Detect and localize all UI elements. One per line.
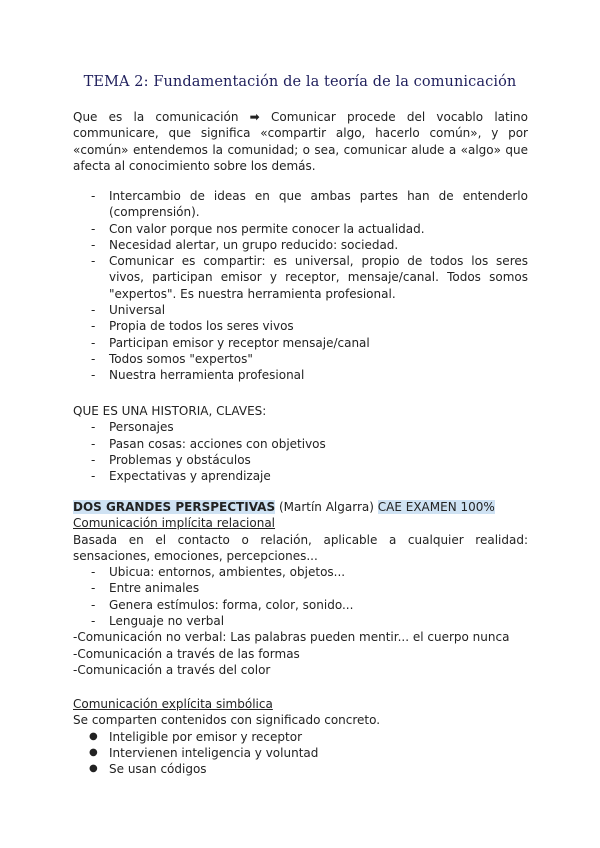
dash-marker: - [91,303,96,318]
list-item-text: Ubicua: entornos, ambientes, objetos... [109,565,346,580]
explicita-section [73,696,528,777]
list-item [73,745,528,761]
list-item-text: Todos somos "expertos" [109,351,253,366]
dash-marker: - [91,335,96,350]
dash-marker: - [91,581,96,596]
list-item [73,237,528,253]
dash-marker: - [91,469,96,484]
perspectivas-heading-line [73,499,528,515]
intro-text: Comunicar procede del vocablo latino communicare, que significa «compartir algo, hacerlo común», y por «común» entendemos la comunidad; o sea, comunicar alude a «algo» que afecta al conocimiento sobre los demás. [73,110,529,173]
list-item-text: Lenguaje no verbal [109,614,225,629]
list-item-text: Problemas y obstáculos [109,452,251,467]
list-item [73,318,528,334]
list-item-text: Necesidad alertar, un grupo reducido: sociedad. [109,237,399,252]
dash-marker: - [91,614,96,629]
communication-list [73,188,528,384]
list-item [73,188,528,221]
list-item-text: Se usan códigos [109,762,207,777]
list-item [73,580,528,596]
list-item [73,729,528,745]
list-item-text: Personajes [109,420,174,435]
dash-marker: - [91,237,96,252]
list-item-text: Nuestra herramienta profesional [109,368,305,383]
exam-note: CAE EXAMEN 100% [377,500,495,514]
list-item-text: Intervienen inteligencia y voluntad [109,745,319,760]
list-item [73,351,528,367]
perspectivas-author: (Martín Algarra) [278,500,374,514]
perspectivas-section [73,499,528,678]
list-item-text: Pasan cosas: acciones con objetivos [109,436,326,451]
list-item [73,335,528,351]
list-item [73,597,528,613]
dash-marker: - [91,189,96,203]
list-item [73,468,528,484]
extra-line: -Comunicación a través de las formas [73,646,300,661]
extra-line: -Comunicación no verbal: Las palabras pueden mentir... el cuerpo nunca [73,630,510,645]
list-item-text: Intercambio de ideas en que ambas partes han de entenderlo (comprensión). [109,189,528,220]
list-item [73,452,528,468]
list-item-text: Genera estímulos: forma, color, sonido... [109,597,354,612]
dash-marker: - [91,420,96,435]
page-title: TEMA 2: Fundamentación de la teoría de la comunicación [83,74,517,90]
list-item-text: Universal [109,303,166,318]
intro-lead: Que es la comunicación [73,110,239,124]
bullet-icon: ● [89,746,98,758]
list-item-text: Comunicar es compartir: es universal, propio de todos los seres vivos, participan emisor y receptor, mensaje/canal. Todos somos "expertos". Es nuestra herramienta profesional. [109,254,528,301]
extra-line: -Comunicación a través del color [73,662,271,677]
list-item [73,564,528,580]
intro-paragraph [73,109,528,174]
list-item [73,221,528,237]
historia-heading: QUE ES UNA HISTORIA, CLAVES: [73,404,267,418]
dash-marker: - [91,452,96,467]
list-item-text: Inteligible por emisor y receptor [109,729,303,744]
arrow-icon: ➡ [249,110,260,124]
list-item-text: Expectativas y aprendizaje [109,469,271,484]
implicita-title: Comunicación implícita relacional [73,516,276,531]
dash-marker: - [91,597,96,612]
bullet-icon: ● [89,763,98,775]
historia-section [73,403,528,484]
perspectivas-heading: DOS GRANDES PERSPECTIVAS [73,500,276,514]
list-item [73,253,528,302]
dash-marker: - [91,436,96,451]
dash-marker: - [91,221,96,236]
explicita-text: Se comparten contenidos con significado concreto. [73,713,381,728]
list-item [73,419,528,435]
list-item-text: Entre animales [109,581,200,596]
list-item-text: Con valor porque nos permite conocer la actualidad. [109,221,425,236]
dash-marker: - [91,351,96,366]
list-item [73,367,528,383]
dash-marker: - [91,368,96,383]
list-item [73,761,528,777]
implicita-text: Basada en el contacto o relación, aplicable a cualquier realidad: sensaciones, emociones, percepciones... [73,532,528,563]
list-item [73,436,528,452]
bullet-icon: ● [89,730,98,742]
dash-marker: - [91,565,96,580]
dash-marker: - [91,254,96,269]
list-item-text: Propia de todos los seres vivos [109,319,294,334]
list-item-text: Participan emisor y receptor mensaje/canal [109,335,370,350]
list-item [73,613,528,629]
dash-marker: - [91,319,96,334]
list-item [73,302,528,318]
explicita-title: Comunicación explícita simbólica [73,697,273,711]
